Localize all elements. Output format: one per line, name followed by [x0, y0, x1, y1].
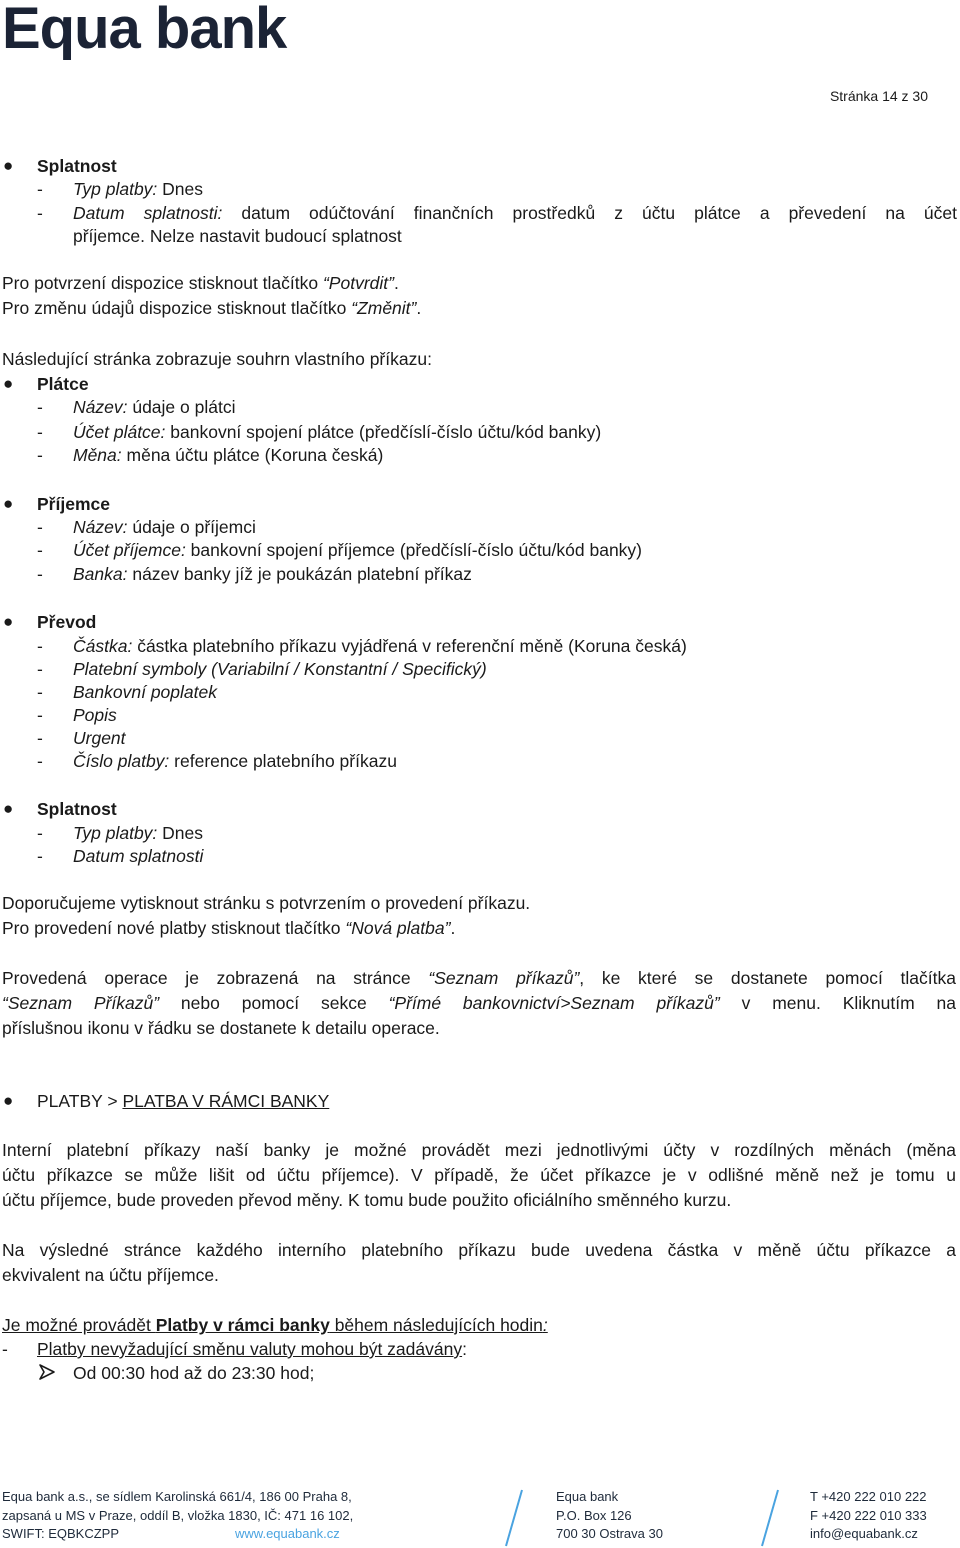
- list-item: Bankovní poplatek: [73, 682, 217, 702]
- list-item: Měna: měna účtu plátce (Koruna česká): [73, 445, 384, 465]
- footer-fax: F +420 222 010 333: [810, 1507, 927, 1523]
- dash: -: [37, 728, 43, 748]
- bullet-icon: ●: [3, 156, 14, 175]
- new-payment-instruction: Pro provedení nové platby stisknout tlačítko “Nová platba”.: [2, 918, 456, 938]
- operation-paragraph-line: “Seznam Příkazů” nebo pomocí sekce “Přímé bankovnictví>Seznam příkazů” v menu. Kliknutím na: [2, 993, 957, 1013]
- dash: -: [37, 517, 43, 537]
- footer-address: [556, 1488, 663, 1544]
- list-item: Typ platby: Dnes: [73, 823, 204, 843]
- bullet-icon: ●: [3, 494, 14, 513]
- section-title-prevod: Převod: [37, 612, 97, 632]
- footer-line: Equa bank a.s., se sídlem Karolinská 661/4, 186 00 Praha 8,: [2, 1489, 352, 1504]
- footer-contact: [810, 1488, 927, 1544]
- section-title-prijemce: Příjemce: [37, 494, 110, 514]
- list-item: Datum splatnosti: [73, 846, 204, 866]
- internal-paragraph-line: Na výsledné stránce každého interního platebního příkazu bude uvedena částka v měně účtu příkazce a: [2, 1240, 956, 1260]
- equa-bank-logo-image: [2, 0, 302, 66]
- section-title-platce: Plátce: [37, 374, 89, 394]
- dash: -: [37, 705, 43, 725]
- hours-heading: Je možné provádět Platby v rámci banky během následujících hodin:: [2, 1315, 548, 1335]
- list-item: Urgent: [73, 728, 126, 748]
- footer-email[interactable]: info@equabank.cz: [810, 1526, 918, 1541]
- bullet-icon: ●: [3, 799, 14, 818]
- list-item: Popis: [73, 705, 117, 725]
- footer-website-link[interactable]: www.equabank.cz: [235, 1526, 340, 1541]
- confirm-instruction: Pro potvrzení dispozice stisknout tlačítko “Potvrdit”.: [2, 273, 399, 293]
- operation-paragraph-line: příslušnou ikonu v řádku se dostanete k detailu operace.: [2, 1018, 440, 1038]
- bullet-icon: ●: [3, 374, 14, 393]
- list-item-continuation: příjemce. Nelze nastavit budoucí splatnost: [73, 226, 402, 246]
- hours-time: Od 00:30 hod až do 23:30 hod;: [73, 1363, 315, 1383]
- dash: -: [37, 564, 43, 584]
- footer-divider-icon: [758, 1488, 782, 1548]
- section-title-splatnost: Splatnost: [37, 156, 117, 176]
- dash: -: [37, 445, 43, 465]
- list-item: Datum splatnosti: datum odúčtování finančních prostředků z účtu plátce a převedení na účet: [73, 203, 957, 223]
- section-heading: PLATBY > PLATBA V RÁMCI BANKY: [37, 1091, 330, 1111]
- dash: -: [37, 659, 43, 679]
- dash: -: [37, 179, 43, 199]
- footer-divider-icon: [502, 1488, 526, 1548]
- internal-paragraph-line: účtu příjemce, bude proveden převod měny. K tomu bude použito oficiálního směnného kurzu.: [2, 1190, 732, 1210]
- dash: -: [37, 751, 43, 771]
- internal-paragraph-line: účtu příkazce se může lišit od účtu příjemce). V případě, že účet příkazce je v odlišné měně než je tomu u: [2, 1165, 956, 1185]
- list-item: Banka: název banky jíž je poukázán platební příkaz: [73, 564, 472, 584]
- dash: -: [37, 540, 43, 560]
- equa-bank-logo: [2, 0, 302, 71]
- dash: -: [37, 203, 43, 223]
- arrow-bullet-icon: [37, 1362, 59, 1387]
- section-title-splatnost-2: Splatnost: [37, 799, 117, 819]
- page-number: Stránka 14 z 30: [829, 88, 928, 104]
- list-item: Platební symboly (Variabilní / Konstantní / Specifický): [73, 659, 487, 679]
- footer-company: [2, 1488, 353, 1544]
- list-item: Typ platby: Dnes: [73, 179, 204, 199]
- list-item: Účet příjemce: bankovní spojení příjemce (předčíslí-číslo účtu/kód banky): [73, 540, 643, 560]
- bullet-icon: ●: [3, 612, 14, 631]
- hours-item: Platby nevyžadující směnu valuty mohou být zadávány:: [37, 1339, 467, 1359]
- arrow-bullet-icon-image: [37, 1362, 59, 1382]
- list-item: Částka: částka platebního příkazu vyjádřená v referenční měně (Koruna česká): [73, 636, 687, 656]
- bullet-icon: ●: [3, 1091, 14, 1110]
- internal-paragraph-line: ekvivalent na účtu příjemce.: [2, 1265, 219, 1285]
- dash: -: [37, 823, 43, 843]
- dash: -: [37, 397, 43, 417]
- dash: -: [37, 636, 43, 656]
- list-item: Název: údaje o plátci: [73, 397, 236, 417]
- dash: -: [37, 846, 43, 866]
- svg-text:Equa bank: Equa bank: [2, 0, 287, 61]
- footer-line: zapsaná u MS v Praze, oddíl B, vložka 1830, IČ: 471 16 102,: [2, 1507, 354, 1523]
- dash: -: [2, 1339, 8, 1359]
- dash: -: [37, 682, 43, 702]
- footer-line: Equa bank: [556, 1489, 619, 1504]
- list-item: Účet plátce: bankovní spojení plátce (předčíslí-číslo účtu/kód banky): [73, 422, 602, 442]
- footer-line: SWIFT: EQBKCZPP www.equabank.cz: [2, 1526, 340, 1541]
- footer-line: 700 30 Ostrava 30: [556, 1526, 663, 1541]
- dash: -: [37, 422, 43, 442]
- operation-paragraph-line: Provedená operace je zobrazená na stránce “Seznam příkazů”, ke které se dostanete pomocí tlačítka: [2, 968, 956, 988]
- recommend-print: Doporučujeme vytisknout stránku s potvrzením o provedení příkazu.: [2, 893, 531, 913]
- footer-phone: T +420 222 010 222: [810, 1489, 927, 1504]
- list-item: Název: údaje o příjemci: [73, 517, 256, 537]
- change-instruction: Pro změnu údajů dispozice stisknout tlačítko “Změnit”.: [2, 298, 422, 318]
- summary-intro: Následující stránka zobrazuje souhrn vlastního příkazu:: [2, 349, 432, 369]
- list-item: Číslo platby: reference platebního příkazu: [73, 751, 397, 771]
- footer-line: P.O. Box 126: [556, 1507, 632, 1523]
- internal-paragraph-line: Interní platební příkazy naší banky je možné provádět mezi jednotlivými účty v rozdílných měnách (měna: [2, 1140, 956, 1160]
